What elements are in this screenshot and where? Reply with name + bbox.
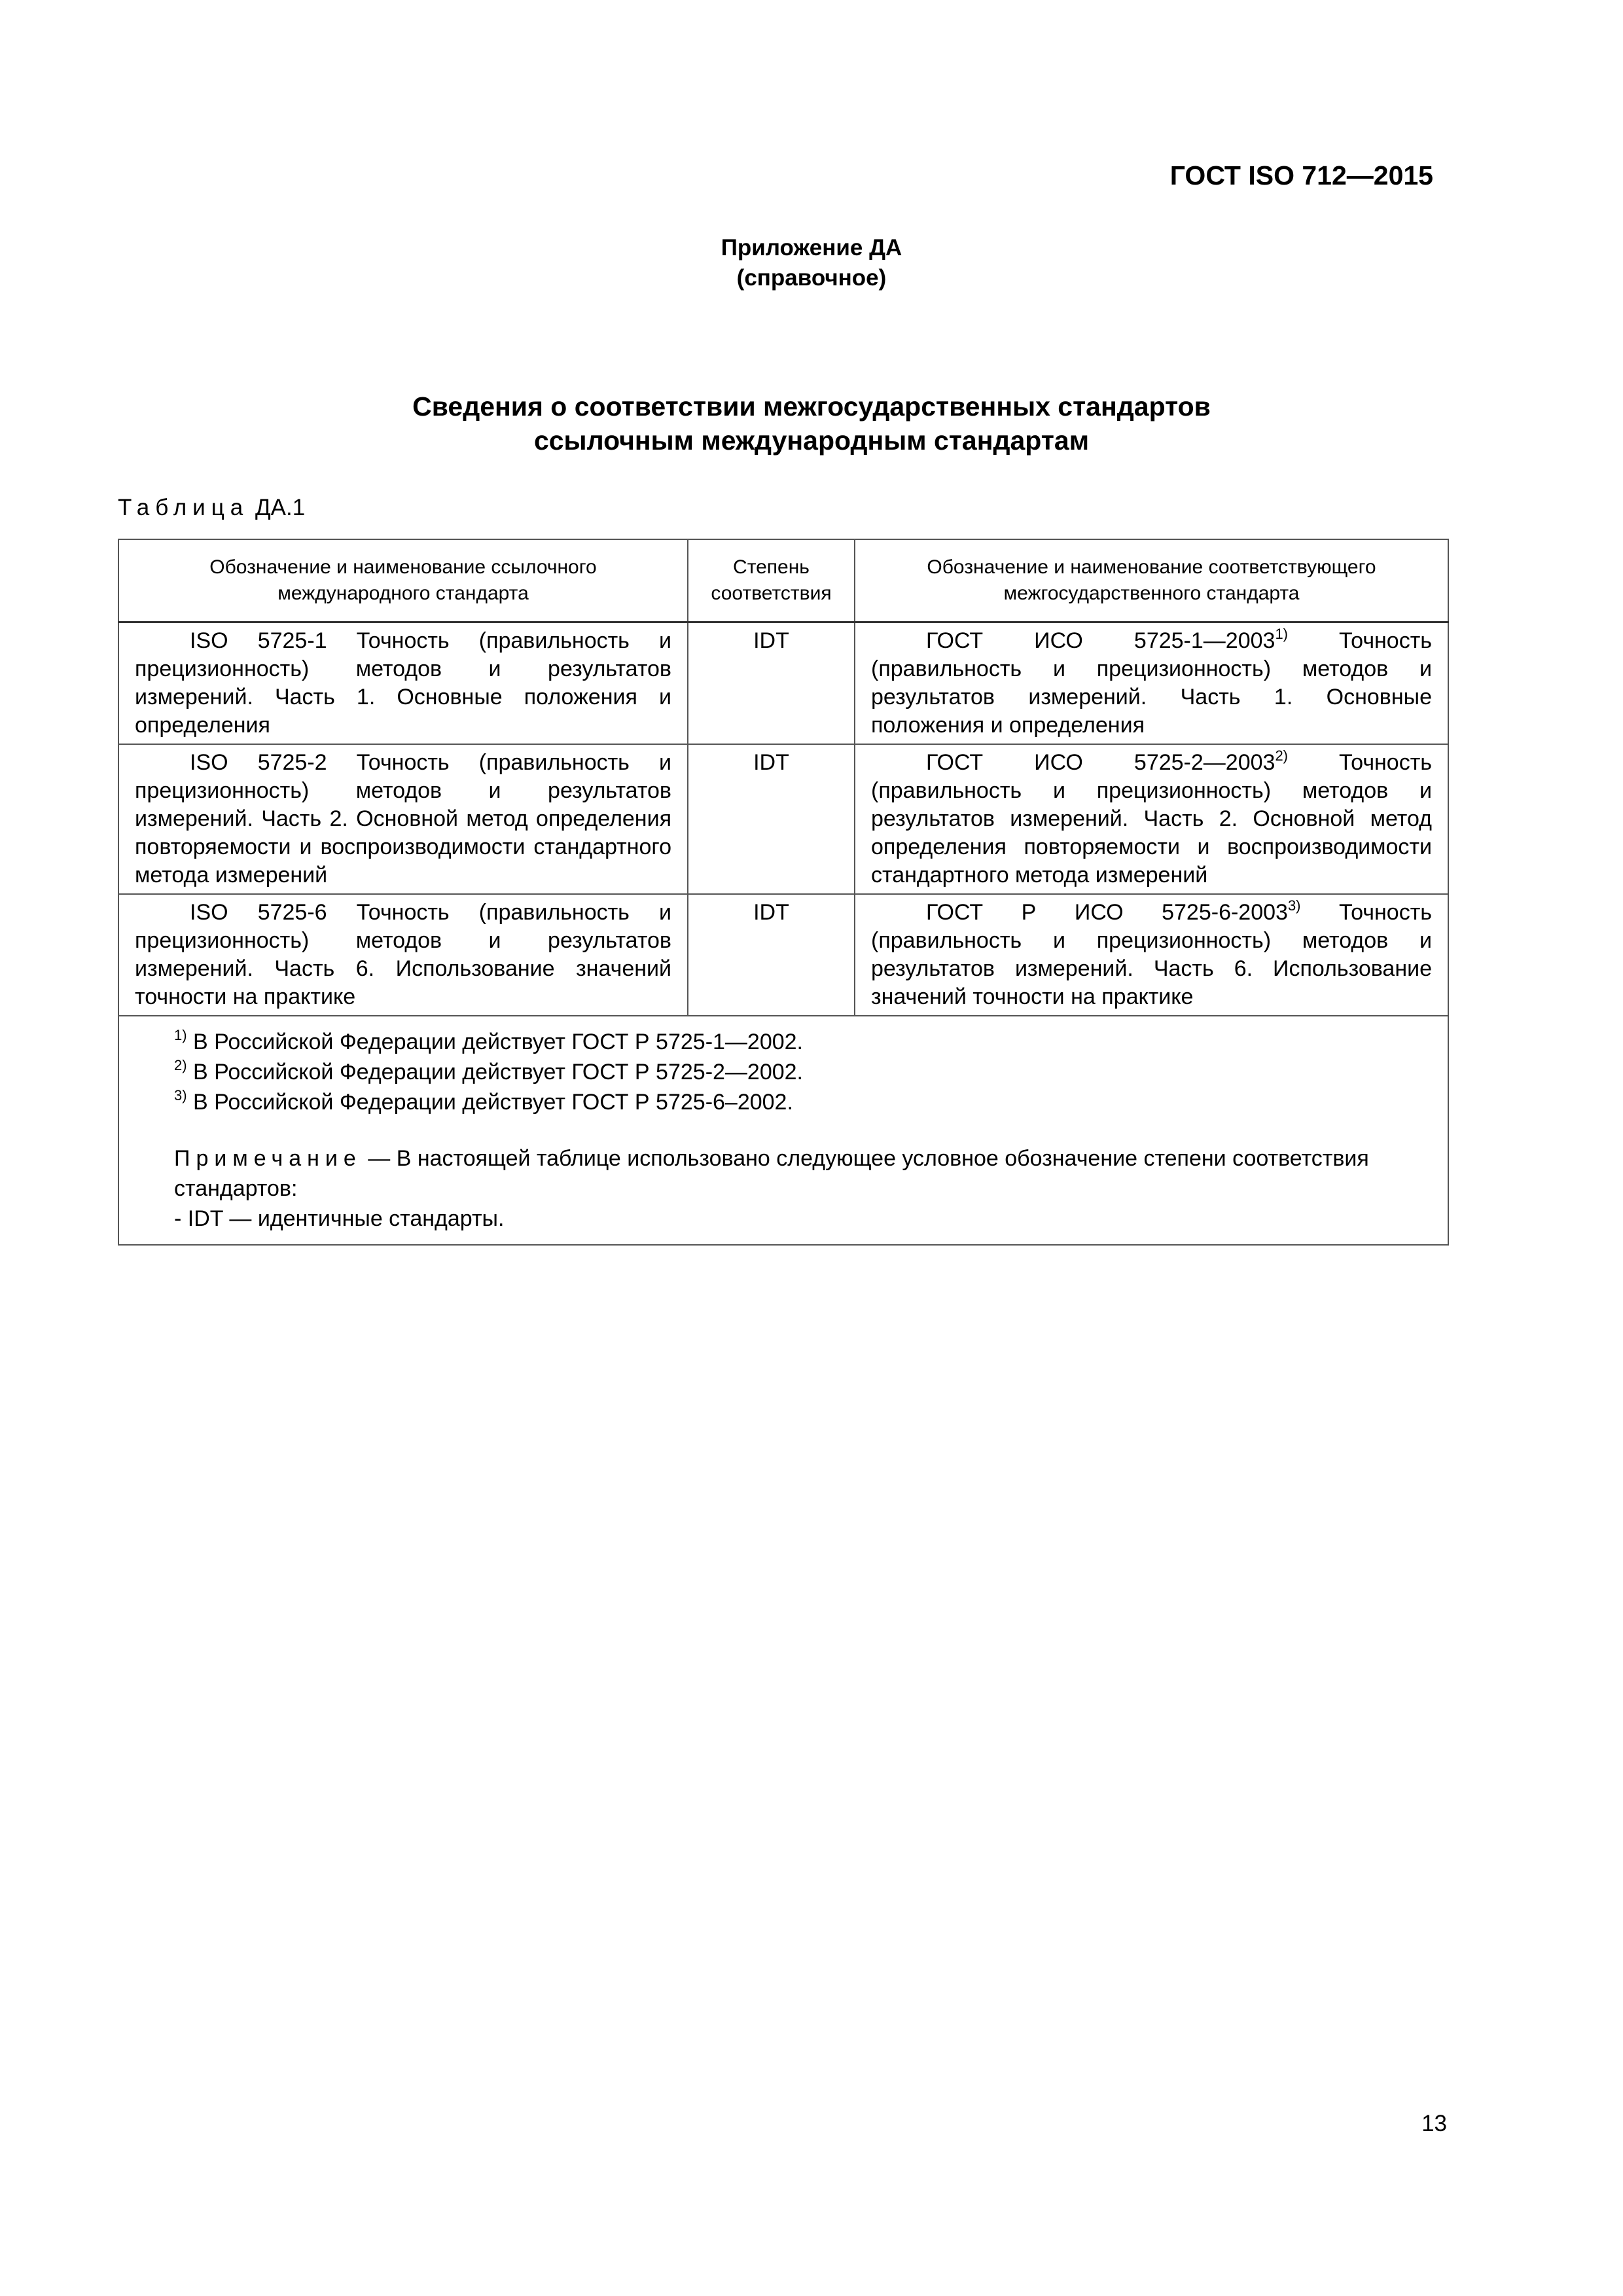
- table-caption-word: Таблица: [118, 495, 249, 520]
- document-code: ГОСТ ISO 712—2015: [1169, 160, 1433, 190]
- footnote-mark: 1): [174, 1027, 187, 1043]
- interstate-code: ГОСТ Р ИСО 5725-6-2003: [926, 900, 1288, 925]
- footnote-text: В Российской Федерации действует ГОСТ Р 5725-6–2002.: [187, 1090, 793, 1115]
- table-header-row: [118, 539, 1448, 622]
- footnote-text: В Российской Федерации действует ГОСТ Р 5725-2—2002.: [187, 1060, 804, 1085]
- international-standard-cell: ISO 5725-2 Точность (правильность и прецизионность) методов и результатов измерений. Часть 2. Основной метод определения повторяемости и воспроизводимости стандартного метода измерений: [118, 744, 688, 894]
- page-number: 13: [1421, 2111, 1447, 2136]
- interstate-code: ГОСТ ИСО 5725-2—2003: [926, 750, 1275, 775]
- table-row: [118, 894, 1448, 1016]
- footnote: [174, 1087, 1432, 1117]
- annex-title: Приложение ДА: [721, 235, 902, 260]
- interstate-title: Точность (правильность и прецизионность) методов и результатов измерений. Часть 2. Основной метод определения повторяемости и воспроизводимости стандартного метода измерений: [871, 750, 1433, 888]
- annex-heading: [0, 233, 1623, 293]
- footnote-ref: 2): [1275, 747, 1288, 764]
- footnote-mark: 3): [174, 1087, 187, 1103]
- page-title-line-2: ссылочным международным стандартам: [533, 425, 1090, 456]
- degree-cell: IDT: [688, 894, 855, 1016]
- interstate-title: Точность (правильность и прецизионность) методов и результатов измерений. Часть 1. Основные положения и определения: [871, 628, 1433, 738]
- header-interstate-standard: Обозначение и наименование соответствующего межгосударственного стандарта: [855, 539, 1448, 622]
- table-note: [174, 1143, 1432, 1204]
- table-row: [118, 622, 1448, 745]
- international-standard-cell: ISO 5725-6 Точность (правильность и прецизионность) методов и результатов измерений. Часть 6. Использование значений точности на практике: [118, 894, 688, 1016]
- interstate-standard-cell: [855, 744, 1448, 894]
- interstate-title: Точность (правильность и прецизионность) методов и результатов измерений. Часть 6. Использование значений точности на практике: [871, 900, 1432, 1009]
- degree-cell: IDT: [688, 744, 855, 894]
- table-row: [118, 744, 1448, 894]
- page-title: [0, 389, 1623, 457]
- footnote: [174, 1027, 1432, 1057]
- footnote-text: В Российской Федерации действует ГОСТ Р 5725-1—2002.: [187, 1030, 804, 1054]
- note-item: - IDT — идентичные стандарты.: [174, 1206, 505, 1231]
- international-standard-cell: ISO 5725-1 Точность (правильность и прецизионность) методов и результатов измерений. Часть 1. Основные положения и определения: [118, 622, 688, 745]
- page-title-line-1: Сведения о соответствии межгосударственных стандартов: [412, 391, 1211, 422]
- annex-type: (справочное): [736, 265, 887, 291]
- header-degree-of-correspondence: Степень соответствия: [688, 539, 855, 622]
- interstate-standard-cell: [855, 622, 1448, 745]
- table-caption-id: ДА.1: [255, 495, 306, 520]
- table-footnotes: [118, 1016, 1448, 1245]
- interstate-standard-cell: [855, 894, 1448, 1016]
- degree-cell: IDT: [688, 622, 855, 745]
- table-caption: [118, 495, 305, 521]
- correspondence-table: [118, 539, 1449, 1246]
- header-international-standard: Обозначение и наименование ссылочного международного стандарта: [118, 539, 688, 622]
- footnote: [174, 1057, 1432, 1087]
- table-footnotes-row: [118, 1016, 1448, 1245]
- interstate-code: ГОСТ ИСО 5725-1—2003: [926, 628, 1275, 653]
- footnote-ref: 3): [1287, 897, 1301, 914]
- footnote-mark: 2): [174, 1057, 187, 1073]
- note-label: Примечание: [174, 1146, 362, 1171]
- note-text: — В настоящей таблице использовано следующее условное обозначение степени соответствия стандартов:: [174, 1146, 1369, 1201]
- footnote-ref: 1): [1275, 626, 1288, 642]
